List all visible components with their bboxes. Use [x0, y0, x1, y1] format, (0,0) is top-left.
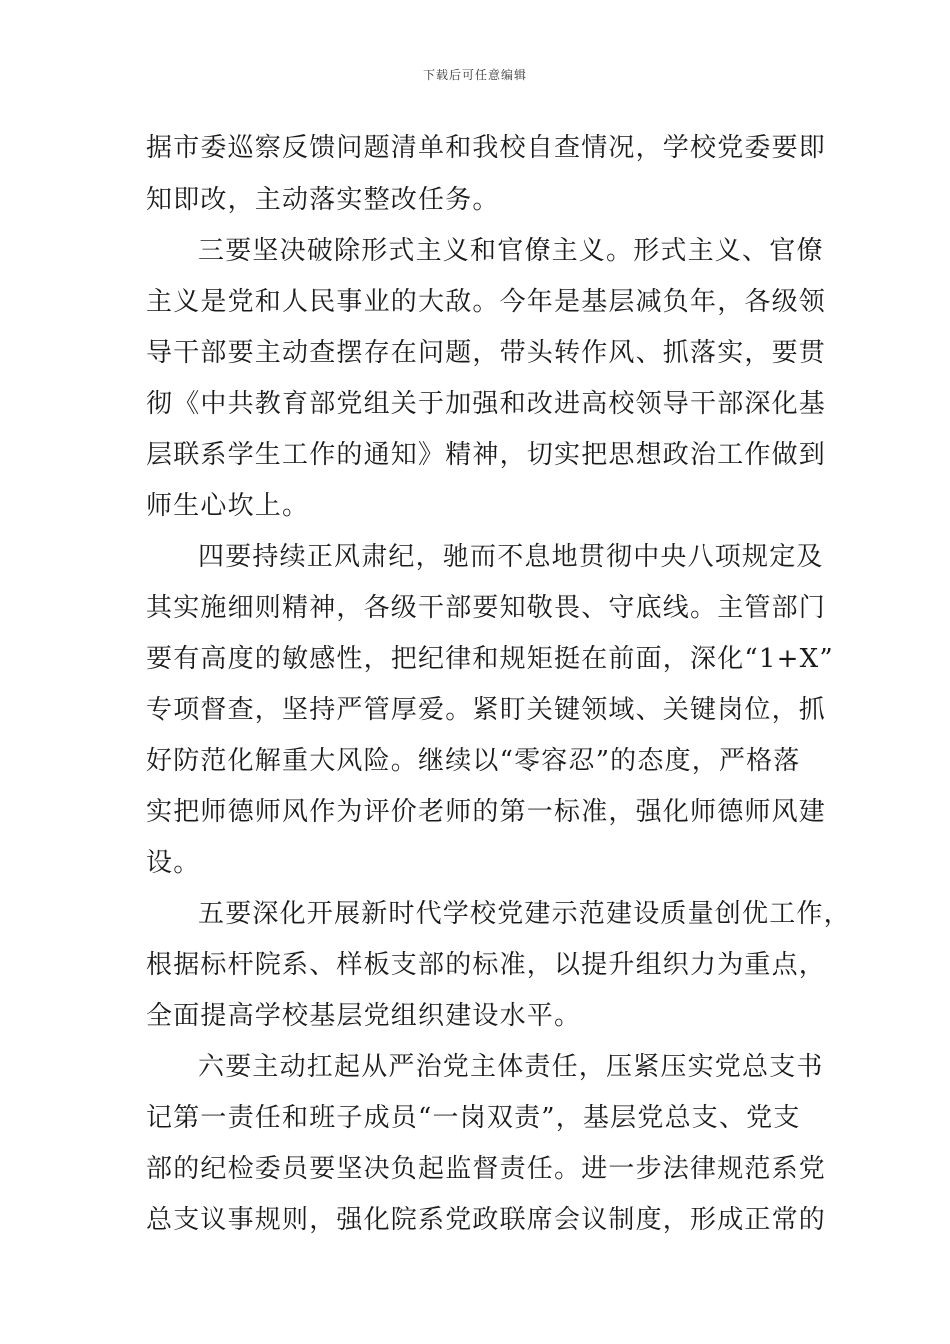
page-header: 下载后可任意编辑 — [422, 68, 527, 82]
body-line: 要有高度的敏感性，把纪律和规矩挺在前面，深化“1+X” — [146, 644, 834, 674]
body-line: 实把师德师风作为评价老师的第一标准，强化师德师风建 — [146, 797, 827, 827]
body-line: 根据标杆院系、样板支部的标准，以提升组织力为重点， — [146, 950, 827, 980]
body-line: 部的纪检委员要坚决负起监督责任。进一步法律规范系党 — [146, 1154, 827, 1184]
body-line: 层联系学生工作的通知》精神，切实把思想政治工作做到 — [146, 440, 827, 470]
body-line: 知即改，主动落实整改任务。 — [146, 185, 500, 215]
paragraph-first-line: 五要深化开展新时代学校党建示范建设质量创优工作， — [198, 899, 851, 929]
body-line: 师生心坎上。 — [146, 491, 310, 521]
body-line: 主义是党和人民事业的大敌。今年是基层减负年，各级领 — [146, 287, 827, 317]
paragraph-first-line: 四要持续正风肃纪，驰而不息地贯彻中央八项规定及 — [198, 542, 824, 572]
body-line: 总支议事规则，强化院系党政联席会议制度，形成正常的 — [146, 1205, 827, 1235]
body-line: 其实施细则精神，各级干部要知敬畏、守底线。主管部门 — [146, 593, 827, 623]
body-line: 导干部要主动查摆存在问题，带头转作风、抓落实，要贯 — [146, 338, 827, 368]
paragraph-first-line: 六要主动扛起从严治党主体责任，压紧压实党总支书 — [198, 1052, 824, 1082]
body-line: 专项督查，坚持严管厚爱。紧盯关键领域、关键岗位，抓 — [146, 695, 827, 725]
body-line: 全面提高学校基层党组织建设水平。 — [146, 1001, 582, 1031]
body-line: 设。 — [146, 848, 201, 878]
paragraph-first-line: 三要坚决破除形式主义和官僚主义。形式主义、官僚 — [198, 236, 824, 266]
body-line: 记第一责任和班子成员“一岗双责”，基层党总支、党支 — [146, 1103, 801, 1133]
body-line: 据市委巡察反馈问题清单和我校自查情况，学校党委要即 — [146, 133, 827, 163]
body-line: 好防范化解重大风险。继续以“零容忍”的态度，严格落 — [146, 746, 801, 776]
body-line: 彻《中共教育部党组关于加强和改进高校领导干部深化基 — [146, 389, 827, 419]
